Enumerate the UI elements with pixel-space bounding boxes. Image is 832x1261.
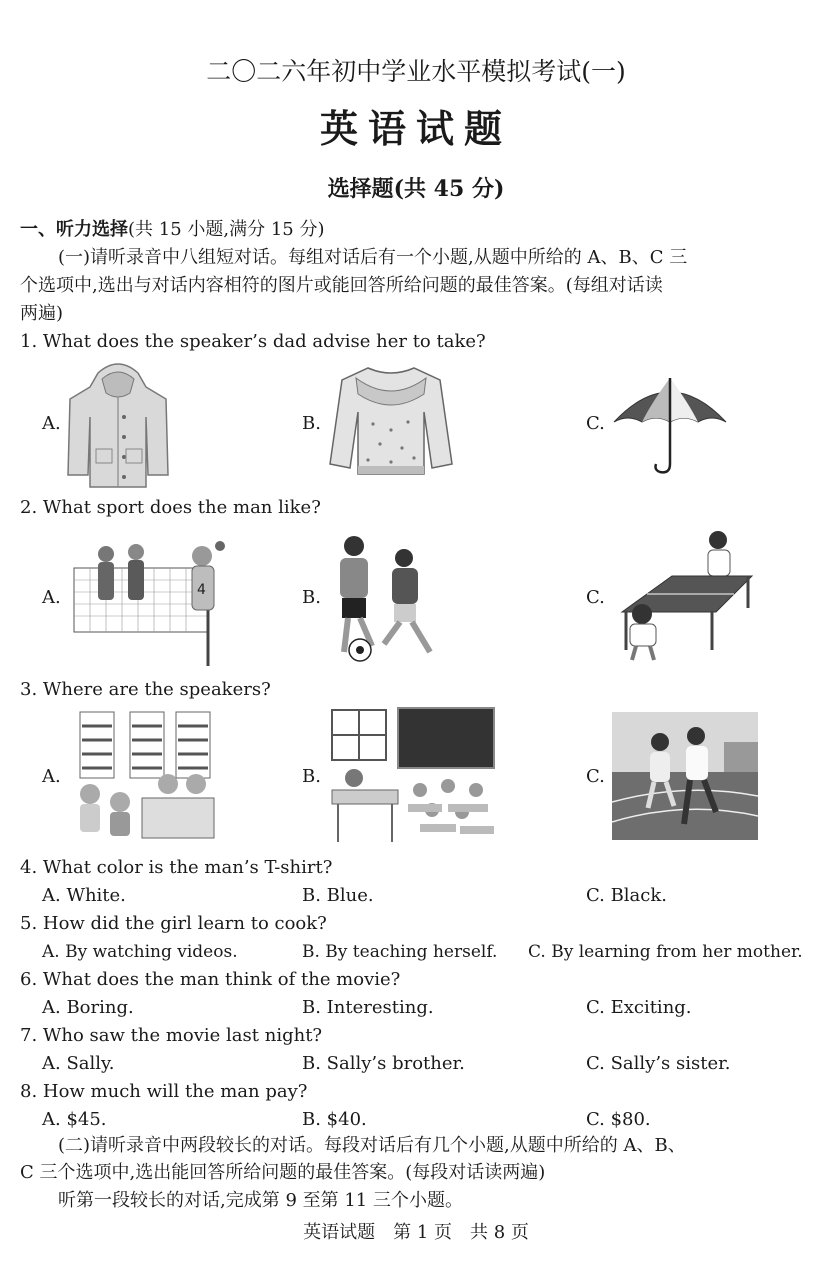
question-5: 5. How did the girl learn to cook? xyxy=(20,913,327,934)
q2-option-a-label: A. xyxy=(42,587,61,608)
question-2: 2. What sport does the man like? xyxy=(20,497,321,518)
question-4: 4. What color is the man’s T-shirt? xyxy=(20,857,333,878)
part2-instruction-line3: 听第一段较长的对话,完成第 9 至第 11 三个小题。 xyxy=(58,1190,463,1211)
playground-image xyxy=(612,712,758,840)
q5-option-a: A. By watching videos. xyxy=(42,942,238,962)
section-heading: 选择题(共 45 分) xyxy=(327,176,505,202)
q8-option-c: C. $80. xyxy=(586,1109,651,1130)
page-footer: 英语试题 第 1 页 共 8 页 xyxy=(303,1222,529,1243)
q7-option-b: B. Sally’s brother. xyxy=(302,1053,465,1074)
q7-option-c: C. Sally’s sister. xyxy=(586,1053,731,1074)
umbrella-image xyxy=(612,372,728,476)
subject-title: 英语试题 xyxy=(319,106,512,151)
q7-option-a: A. Sally. xyxy=(42,1053,115,1074)
q3-option-c-label: C. xyxy=(586,766,605,787)
q3-option-a-label: A. xyxy=(42,766,61,787)
q4-option-b: B. Blue. xyxy=(302,885,374,906)
table-tennis-image xyxy=(612,528,756,662)
part2-instruction-line2: C 三个选项中,选出能回答所给问题的最佳答案。(每段对话读两遍) xyxy=(20,1162,546,1183)
part1-heading xyxy=(20,218,324,242)
part1-instruction-line1: (一)请听录音中八组短对话。每组对话后有一个小题,从题中所给的 A、B、C 三 xyxy=(58,247,688,268)
q5-option-c: C. By learning from her mother. xyxy=(528,942,803,962)
part1-instruction-line3: 两遍) xyxy=(20,303,64,324)
q6-option-c: C. Exciting. xyxy=(586,997,692,1018)
q5-option-b: B. By teaching herself. xyxy=(302,942,498,962)
raincoat-image xyxy=(66,357,170,489)
q1-option-b-label: B. xyxy=(302,413,321,434)
q1-option-c-label: C. xyxy=(586,413,605,434)
q1-option-a-label: A. xyxy=(42,413,61,434)
q4-option-c: C. Black. xyxy=(586,885,667,906)
classroom-image xyxy=(328,706,498,848)
q8-option-a: A. $45. xyxy=(42,1109,107,1130)
q6-option-b: B. Interesting. xyxy=(302,997,434,1018)
part2-instruction-line1: (二)请听录音中两段较长的对话。每段对话后有几个小题,从题中所给的 A、B、 xyxy=(58,1135,686,1156)
question-8: 8. How much will the man pay? xyxy=(20,1081,308,1102)
football-image xyxy=(330,534,454,664)
question-6: 6. What does the man think of the movie? xyxy=(20,969,401,990)
sweater-image xyxy=(328,364,454,476)
part1-instruction-line2: 个选项中,选出与对话内容相符的图片或能回答所给问题的最佳答案。(每组对话读 xyxy=(20,275,663,296)
q8-option-b: B. $40. xyxy=(302,1109,367,1130)
question-3: 3. Where are the speakers? xyxy=(20,679,271,700)
q4-option-a: A. White. xyxy=(42,885,126,906)
q6-option-a: A. Boring. xyxy=(42,997,134,1018)
part1-title: 一、听力选择 xyxy=(20,219,128,240)
question-7: 7. Who saw the movie last night? xyxy=(20,1025,323,1046)
library-image xyxy=(72,710,224,846)
volleyball-image xyxy=(70,540,240,666)
q3-option-b-label: B. xyxy=(302,766,321,787)
q2-option-c-label: C. xyxy=(586,587,605,608)
question-1: 1. What does the speaker’s dad advise her to take? xyxy=(20,331,486,352)
part1-note: (共 15 小题,满分 15 分) xyxy=(128,219,325,240)
exam-title: 二〇二六年初中学业水平模拟考试(一) xyxy=(206,57,626,86)
q2-option-b-label: B. xyxy=(302,587,321,608)
svg-text:4: 4 xyxy=(197,582,206,598)
